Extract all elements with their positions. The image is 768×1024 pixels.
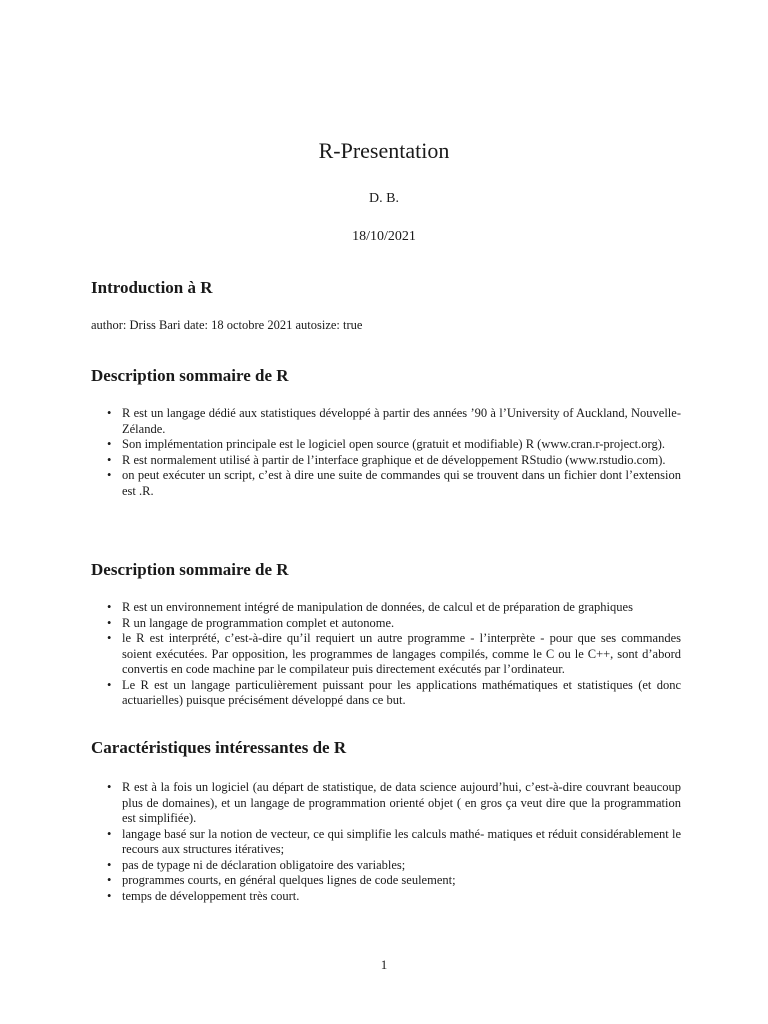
list-item: • le R est interprété, c’est-à-dire qu’il requiert un autre programme - l’interprète - pour que ses commandes soient exécutées. Par opposition, les programmes de langages compilés, comme le C ou le C++, sont d’abord convertis en code machine par le compilateur puis directement exécutés par l’ordinateur. <box>107 631 681 676</box>
bullet-icon: • <box>107 826 112 841</box>
bullet-icon: • <box>107 631 112 645</box>
bullet-icon: • <box>107 780 112 794</box>
bullet-icon: • <box>107 615 112 630</box>
bullet-icon: • <box>107 888 112 903</box>
bullet-list <box>91 600 681 709</box>
section-heading: Caractéristiques intéressantes de R <box>91 738 347 757</box>
bullet-icon: • <box>107 600 112 614</box>
bullet-icon: • <box>107 468 112 482</box>
list-item: • R est à la fois un logiciel (au départ de statistique, de data science aujourd’hui, c’est-à-dire couvrant beaucoup plus de domaines), et un langage de programmation orienté objet ( en gros ça veut dire que la programmation est simplifiée). <box>107 780 681 825</box>
list-item: • R un langage de programmation complet et autonome. <box>107 615 395 630</box>
author-line: D. B. <box>369 191 399 206</box>
bullet-icon: • <box>107 437 112 451</box>
section-description-1 <box>91 366 681 499</box>
list-item: • on peut exécuter un script, c’est à dire une suite de commandes qui se trouvent dans un fichier dont l’extension est .R. <box>107 468 681 498</box>
list-item: • R est un langage dédié aux statistiques développé à partir des années ’90 à l’University of Auckland, Nouvelle-Zélande. <box>107 406 681 436</box>
bullet-icon: • <box>107 857 112 872</box>
list-item: • R est un environnement intégré de manipulation de données, de calcul et de préparation de graphiques <box>107 600 633 614</box>
section-paragraph: author: Driss Bari date: 18 octobre 2021 autosize: true <box>91 318 363 332</box>
list-item: • programmes courts, en général quelques lignes de code seulement; <box>107 873 456 887</box>
date-line: 18/10/2021 <box>352 229 416 244</box>
list-item: • Le R est un langage particulièrement puissant pour les applications mathématiques et statistiques (et donc actuarielles) puisque précisément développé dans ce but. <box>107 677 681 707</box>
bullet-icon: • <box>107 677 112 692</box>
section-heading: Description sommaire de R <box>91 560 289 579</box>
section-heading: Description sommaire de R <box>91 366 289 385</box>
list-item: • langage basé sur la notion de vecteur, ce qui simplifie les calculs mathé- matiques et réduit considérablement le recours aux structures itératives; <box>107 826 681 856</box>
bullet-icon: • <box>107 873 112 887</box>
list-item: • Son implémentation principale est le logiciel open source (gratuit et modifiable) R (www.cran.r-project.org). <box>107 437 665 451</box>
section-introduction <box>91 278 681 333</box>
page-title: R-Presentation <box>318 138 450 163</box>
section-characteristics <box>91 738 681 904</box>
section-description-2 <box>91 560 681 709</box>
bullet-list <box>91 780 681 904</box>
bullet-icon: • <box>107 406 112 420</box>
list-item: • temps de développement très court. <box>107 888 300 903</box>
section-heading: Introduction à R <box>91 278 213 297</box>
list-item: • pas de typage ni de déclaration obligatoire des variables; <box>107 857 406 872</box>
page-number: 1 <box>380 957 388 972</box>
bullet-list <box>91 406 681 499</box>
bullet-icon: • <box>107 452 112 467</box>
list-item: • R est normalement utilisé à partir de l’interface graphique et de développement RStudio (www.rstudio.com). <box>107 452 666 467</box>
